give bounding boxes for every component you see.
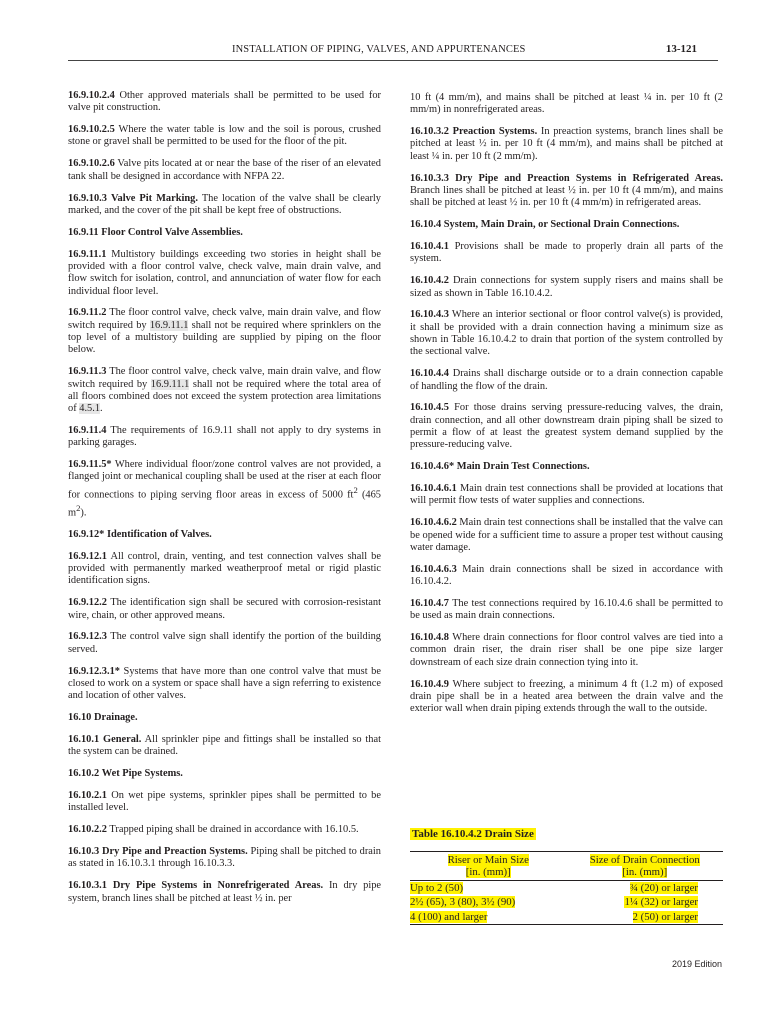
table-row — [410, 895, 723, 909]
table-cell: 2 (50) or larger — [632, 910, 698, 923]
paragraph: 16.10.4.6.2 Main drain test connections shall be installed that the valve can be opened wide for a sufficient time to assure a proper test without causing water damage. — [410, 517, 723, 553]
section-heading: 16.10.4 System, Main Drain, or Sectional Drain Connections. — [410, 219, 680, 231]
paragraph: 16.9.11.4 The requirements of 16.9.11 shall not apply to dry systems in parking garages. — [68, 424, 381, 449]
table-cell: 2½ (65), 3 (80), 3½ (90) — [410, 896, 516, 909]
section-heading: 16.10.4.6* Main Drain Test Connections. — [410, 461, 590, 473]
table-header-row — [410, 852, 723, 881]
paragraph: 16.10.4.9 Where subject to freezing, a minimum 4 ft (1.2 m) of exposed drain pipe shall be in a heated area between the drain valve and the exterior wall when drain piping extends through the wall to the outside. — [410, 678, 723, 715]
section-heading: 16.10 Drainage. — [68, 712, 138, 724]
page-number: 13-121 — [665, 43, 697, 55]
edition-footer: 2019 Edition — [671, 959, 722, 969]
paragraph: 16.9.10.2.6 Valve pits located at or near the base of the riser of an elevated tank shall be designed in accordance with NFPA 22. — [68, 158, 381, 182]
table-cell: 1¼ (32) or larger — [624, 896, 698, 909]
paragraph: 16.10.4.6.3 Main drain connections shall be sized in accordance with 16.10.4.2. — [410, 563, 723, 588]
table-caption: Table 16.10.4.2 Drain Size — [412, 828, 534, 840]
paragraph: 16.10.4.6.1 Main drain test connections shall be provided at locations that will permit flow tests of water supplies and connections. — [410, 483, 723, 507]
paragraph: 16.10.1 General. All sprinkler pipe and fittings shall be installed so that the system can be drained. — [68, 734, 381, 758]
paragraph: 16.10.4.2 Drain connections for system supply risers and mains shall be sized as shown in Table 16.10.4.2. — [410, 275, 723, 299]
section-heading: 16.9.11 Floor Control Valve Assemblies. — [68, 226, 243, 238]
table-cell: 4 (100) and larger — [410, 910, 488, 923]
paragraph: 16.10.4.3 Where an interior sectional or floor control valve(s) is provided, it shall be provided with a drain connection having a minimum size as shown in Table 16.10.4.2 to drain that portion of the system controlled by the sectional valve. — [410, 309, 723, 358]
drain-size-table — [410, 851, 723, 925]
paragraph: 16.10.4.7 The test connections required by 16.10.4.6 shall be permitted to be used as main drain connections. — [410, 597, 723, 622]
cross-reference-link[interactable]: 16.9.11.1 — [149, 319, 189, 331]
paragraph: 16.10.4.8 Where drain connections for floor control valves are tied into a common drain riser, the drain riser shall be one pipe size larger downstream of each size drain connection tying into it. — [410, 632, 723, 668]
paragraph: 16.10.4.1 Provisions shall be made to properly drain all parts of the system. — [410, 241, 723, 265]
column-header-riser-size: Riser or Main Size [in. (mm)] — [447, 854, 529, 879]
paragraph: 16.9.11.2 The floor control valve, check valve, main drain valve, and flow switch required by 16.9.11.1 shall not be required where sprinklers on the top level of a multistory building are supplied by piping on the floor below. — [68, 307, 381, 356]
table-cell: Up to 2 (50) — [410, 881, 464, 894]
paragraph: 16.9.11.1 Multistory buildings exceeding two stories in height shall be provided with a floor control valve, check valve, main drain valve, and flow switch for isolation, control, and annunciation of water flow for each individual floor level. — [68, 248, 381, 297]
paragraph-continuation: 10 ft (4 mm/m), and mains shall be pitched at least ¼ in. per 10 ft (2 mm/m) in nonrefrigerated areas. — [410, 92, 723, 116]
table-row — [410, 880, 723, 895]
paragraph: 16.9.12.2 The identification sign shall be secured with corrosion-resistant wire, chain, or other approved means. — [68, 597, 381, 621]
paragraph: 16.10.4.5 For those drains serving pressure-reducing valves, the drain, drain connection, and all other downstream drain piping shall be sized to permit a flow of at least the greatest system demand supplied by the pressure-reducing valve. — [410, 402, 723, 451]
paragraph: 16.10.4.4 Drains shall discharge outside or to a drain connection capable of handling the flow of the drain. — [410, 368, 723, 392]
paragraph: 16.9.11.3 The floor control valve, check valve, main drain valve, and flow switch required by 16.9.11.1 shall not be required where the total area of all floors combined does not exceed the system protection area limitations of 4.5.1. — [68, 366, 381, 415]
right-column — [410, 92, 723, 725]
header-rule — [68, 60, 718, 61]
section-heading: 16.10.2 Wet Pipe Systems. — [68, 768, 183, 780]
section-heading: 16.9.12* Identification of Valves. — [68, 528, 212, 540]
paragraph: 16.9.10.3 Valve Pit Marking. The location of the valve shall be clearly marked, and the cover of the pit shall be kept free of obstructions. — [68, 192, 382, 216]
column-header-drain-size: Size of Drain Connection [in. (mm)] — [589, 854, 700, 879]
table-row — [410, 910, 723, 925]
paragraph: 16.10.3.1 Dry Pipe Systems in Nonrefrigerated Areas. In dry pipe system, branch lines shall be pitched at least ½ in. per — [68, 880, 382, 904]
paragraph: 16.10.2.2 Trapped piping shall be drained in accordance with 16.10.5. — [68, 824, 359, 836]
table-cell: ¾ (20) or larger — [629, 881, 698, 894]
paragraph: 16.10.2.1 On wet pipe systems, sprinkler pipes shall be permitted to be installed level. — [68, 790, 381, 814]
table-header — [410, 852, 723, 881]
paragraph: 16.10.3 Dry Pipe and Preaction Systems. Piping shall be pitched to drain as stated in 16.10.3.1 through 16.10.3.3. — [68, 846, 382, 870]
running-header — [0, 40, 768, 60]
paragraph: 16.10.3.3 Dry Pipe and Preaction Systems in Refrigerated Areas. Branch lines shall be pitched at least ½ in. per 10 ft (4 mm/m), and mains shall be pitched at least ½ in. per 10 ft (4 mm/m) in refrigerated areas. — [410, 172, 723, 209]
paragraph: 16.9.12.3 The control valve sign shall identify the portion of the building served. — [68, 631, 381, 655]
paragraph: 16.9.12.3.1* Systems that have more than one control valve that must be closed to work on a system or space shall have a sign referring to existence and location of other valves. — [68, 665, 381, 702]
cross-reference-link[interactable]: 16.9.11.1 — [150, 378, 190, 390]
paragraph: 16.9.10.2.4 Other approved materials shall be permitted to be used for valve pit construction. — [68, 90, 381, 114]
paragraph: 16.9.11.5* Where individual floor/zone control valves are not provided, a flanged joint or mechanical coupling shall be used at the riser at each floor for connections to piping serving floor areas in excess of 5000 $ft^2$ (465 $m^2$). — [68, 459, 381, 518]
cross-reference-link[interactable]: 4.5.1 — [79, 403, 101, 415]
paragraph: 16.9.10.2.5 Where the water table is low and the soil is porous, crushed stone or gravel shall be permitted to be used for the floor of the pit. — [68, 124, 381, 148]
paragraph: 16.10.3.2 Preaction Systems. In preaction systems, branch lines shall be pitched at least ½ in. per 10 ft (4 mm/m), and mains shall be pitched at least ¼ in. per 10 ft (2 mm/m). — [410, 126, 723, 162]
header-title: INSTALLATION OF PIPING, VALVES, AND APPURTENANCES — [232, 44, 526, 55]
left-column — [68, 90, 381, 915]
paragraph: 16.9.12.1 All control, drain, venting, and test connection valves shall be provided with permanently marked weatherproof metal or rigid plastic identification signs. — [68, 550, 381, 587]
